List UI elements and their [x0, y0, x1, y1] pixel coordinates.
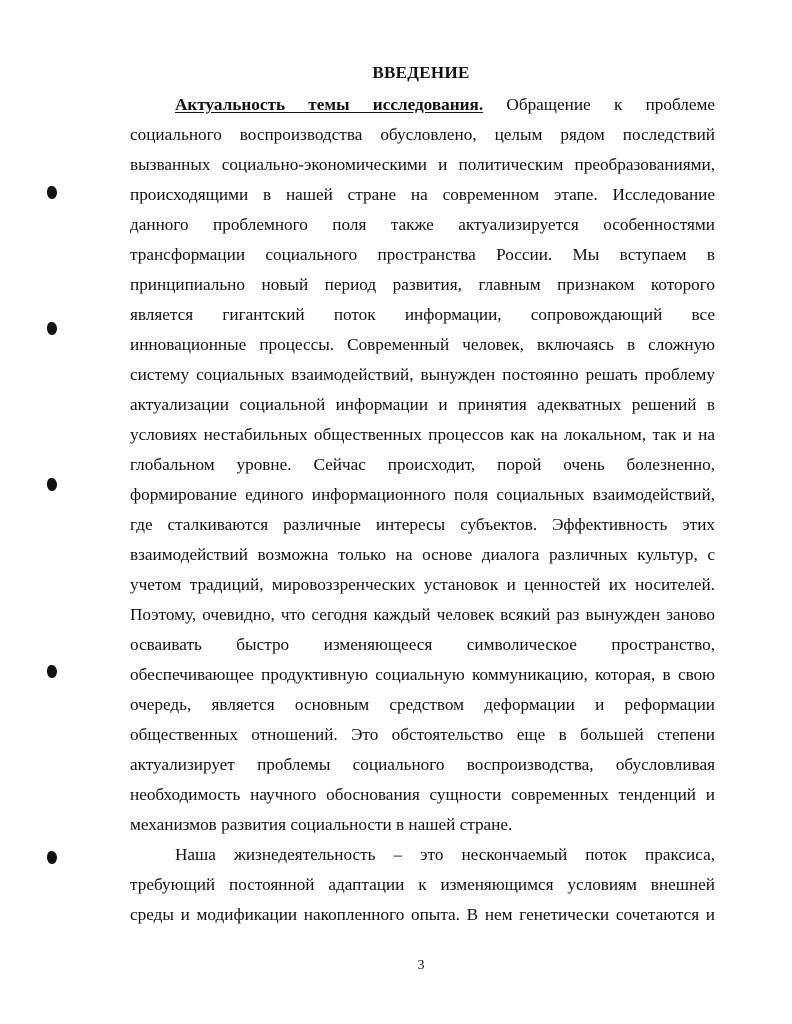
paragraph-line: систему социальных взаимодействий, вынужден постоянно решать проблему [130, 365, 715, 384]
paragraph-line: актуализации социальной информации и принятия адекватных решений в [130, 395, 715, 414]
paragraph-line: данного проблемного поля также актуализируется особенностями [130, 215, 715, 234]
paragraph-line: является гигантский поток информации, сопровождающий все [130, 305, 715, 324]
paragraph-line: осваивать быстро изменяющееся символическое пространство, [130, 635, 715, 654]
paragraph-line: очередь, является основным средством деформации и реформации [130, 695, 715, 714]
paragraph-line: инновационные процессы. Современный человек, включаясь в сложную [130, 335, 715, 354]
paragraph-line: формирование единого информационного поля социальных взаимодействий, [130, 485, 715, 504]
paragraph-line: взаимодействий возможна только на основе диалога различных культур, с [130, 545, 715, 564]
paragraph-line: вызванных социально-экономическими и политическим преобразованиями, [130, 155, 715, 174]
paragraph-line: принципиально новый период развития, главным признаком которого [130, 275, 715, 294]
paragraph-line: общественных отношений. Это обстоятельство еще в большей степени [130, 725, 715, 744]
paragraph-line: среды и модификации накопленного опыта. В нем генетически сочетаются и [130, 905, 715, 924]
section-heading: ВВЕДЕНИЕ [372, 63, 470, 82]
paragraph-line: Поэтому, очевидно, что сегодня каждый человек всякий раз вынужден заново [130, 605, 715, 624]
punch-hole-icon [47, 478, 57, 491]
paragraph-line: условиях нестабильных общественных процессов как на локальном, так и на [130, 425, 715, 444]
paragraph-line: Наша жизнедеятельность – это нескончаемый поток праксиса, [175, 845, 715, 864]
topic-relevance-title: Актуальность темы исследования. [175, 95, 484, 114]
paragraph-line: трансформации социального пространства России. Мы вступаем в [130, 245, 715, 264]
page-number: 3 [417, 958, 425, 973]
paragraph-line: требующий постоянной адаптации к изменяющимся условиям внешней [130, 875, 715, 894]
punch-hole-icon [47, 851, 57, 864]
punch-hole-icon [47, 665, 57, 678]
punch-hole-icon [47, 186, 57, 199]
paragraph-line: учетом традиций, мировоззренческих установок и ценностей их носителей. [130, 575, 715, 594]
paragraph-line [175, 95, 715, 115]
paragraph-line: глобальном уровне. Сейчас происходит, порой очень болезненно, [130, 455, 715, 474]
paragraph-line: механизмов развития социальности в нашей стране. [130, 815, 513, 834]
paragraph-text: Обращение к проблеме [506, 95, 716, 114]
paragraph-line: где сталкиваются различные интересы субъектов. Эффективность этих [130, 515, 715, 534]
paragraph-line: актуализирует проблемы социального воспроизводства, обусловливая [130, 755, 715, 774]
paragraph-line: происходящими в нашей стране на современном этапе. Исследование [130, 185, 715, 204]
punch-hole-icon [47, 322, 57, 335]
paragraph-line: необходимость научного обоснования сущности современных тенденций и [130, 785, 715, 804]
paragraph-line: обеспечивающее продуктивную социальную коммуникацию, которая, в свою [130, 665, 715, 684]
paragraph-line: социального воспроизводства обусловлено, целым рядом последствий [130, 125, 715, 144]
